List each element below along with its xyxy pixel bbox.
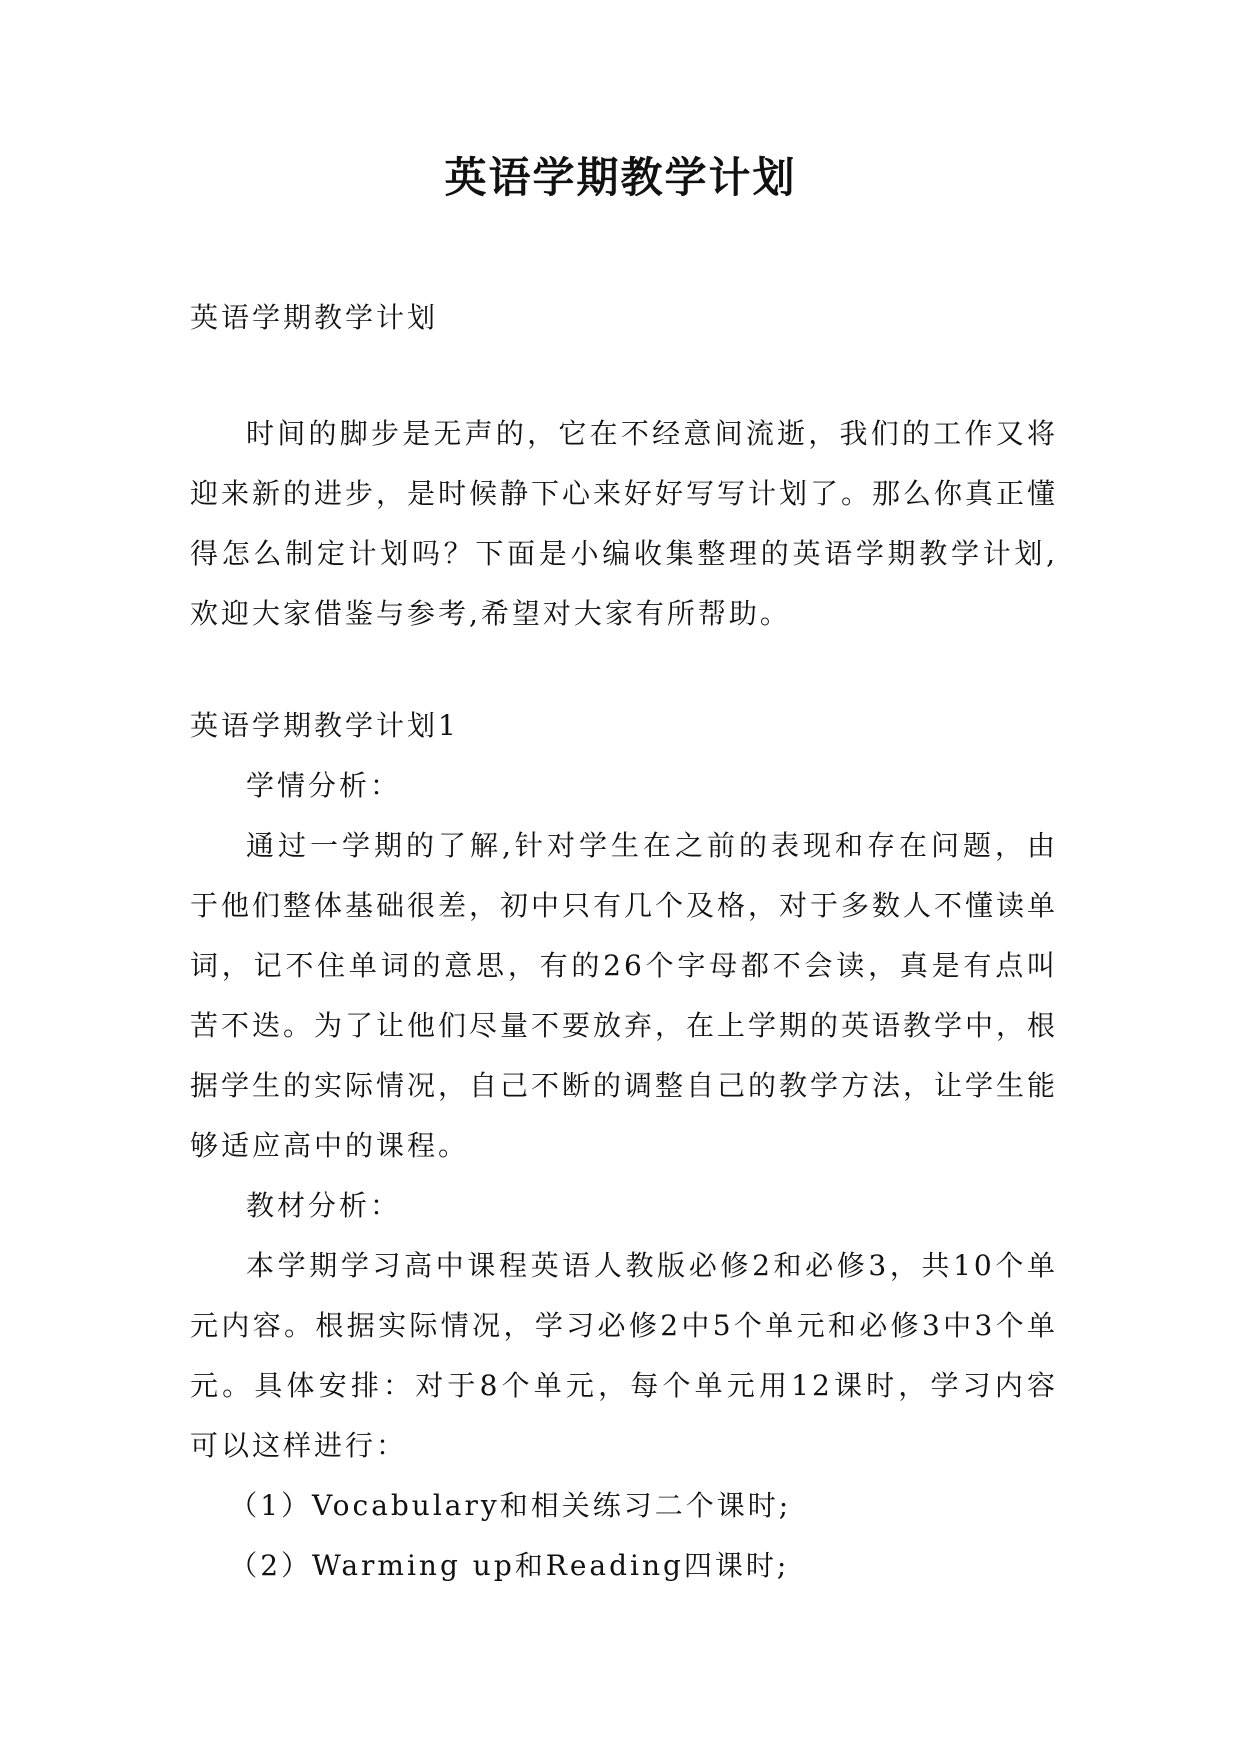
document-subtitle: 英语学期教学计划 (190, 301, 439, 334)
list-item: （1）Vocabulary和相关练习二个课时; (229, 1489, 792, 1522)
document-title: 英语学期教学计划 (444, 153, 797, 202)
textbook-analysis-paragraph: 本学期学习高中课程英语人教版必修2和必修3，共10个单元内容。根据实际情况，学习必修2中5个单元和必修3中3个单元。具体安排：对于8个单元，每个单元用12课时，学习内容可以这样进行： (190, 1249, 1058, 1462)
intro-paragraph: 时间的脚步是无声的，它在不经意间流逝，我们的工作又将迎来新的进步，是时候静下心来好好写写计划了。那么你真正懂得怎么制定计划吗？下面是小编收集整理的英语学期教学计划,欢迎大家借鉴与参考,希望对大家有所帮助。 (190, 417, 1059, 630)
section-1 (190, 696, 1058, 1596)
textbook-analysis-heading: 教材分析： (246, 1189, 402, 1222)
intro-block (190, 404, 1058, 644)
document-subtitle-block (190, 288, 1058, 348)
student-analysis-heading: 学情分析： (246, 769, 402, 802)
student-analysis-paragraph: 通过一学期的了解,针对学生在之前的表现和存在问题，由于他们整体基础很差，初中只有几个及格，对于多数人不懂读单词，记不住单词的意思，有的26个字母都不会读，真是有点叫苦不迭。为了让他们尽量不要放弃，在上学期的英语教学中，根据学生的实际情况，自己不断的调整自己的教学方法，让学生能够适应高中的课程。 (190, 829, 1059, 1162)
list-item: （2）Warming up和Reading四课时; (229, 1549, 790, 1582)
section-heading: 英语学期教学计划1 (190, 709, 459, 742)
